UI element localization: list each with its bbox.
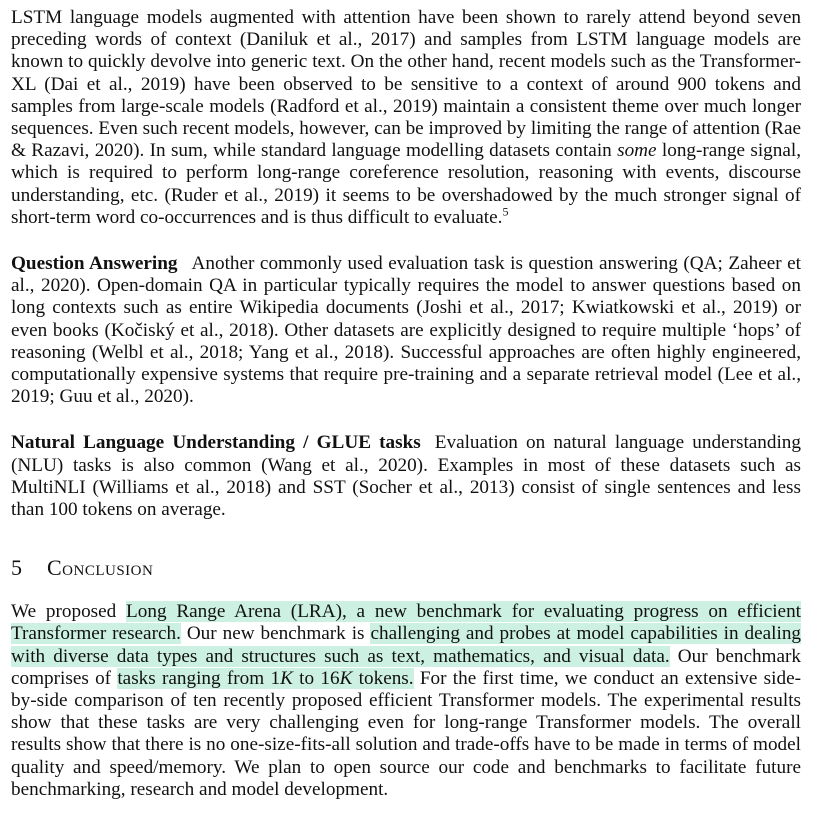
paragraph-question-answering [11, 253, 801, 408]
conclusion-text-3: Our benchmark comprises of [11, 645, 801, 689]
highlight-challenging: challenging and probes at model capabilities in dealing with diverse data types and structures such as text, mathematics, and visual data. [11, 623, 802, 667]
math-k-1: K [280, 667, 293, 689]
lm-text-before: LSTM language models augmented with attention have been shown to rarely attend beyond seven preceding words of context (Daniluk et al., 2017) and samples from LSTM language models are known to quickly devolve into generic text. On the other hand, recent models such as the Transformer-XL (Dai et al., 2019) have been observed to be sensitive to a context of around 900 tokens and samples from large-scale models (Radford et al., 2019) maintain a consistent theme over much longer sequences. Even such recent models, however, can be improved by limiting the range of attention (Rae & Razavi, 2020). In sum, while standard language modelling datasets contain [11, 7, 801, 162]
highlight-lra-benchmark: Long Range Arena (LRA), a new benchmark for evaluating progress on efficient Transformer research. [11, 601, 801, 645]
highlight-task-range [117, 668, 413, 689]
paragraph-language-modelling [11, 0, 801, 229]
qa-text: Another commonly used evaluation task is question answering (QA; Zaheer et al., 2020). Open-domain QA in particular typically requires the model to answer questions based on long contexts such as entire Wikipedia documents (Joshi et al., 2017; Kwiatkowski et al., 2019) or even books (Kočiský et al., 2018). Other datasets are explicitly designed to require multiple ‘hops’ of reasoning (Welbl et al., 2018; Yang et al., 2018). Successful approaches are often highly engineered, computationally expensive systems that require pre-training and a separate retrieval model (Lee et al., 2019; Guu et al., 2020). [11, 253, 801, 408]
task-range-text-b: to 16 [292, 667, 340, 689]
conclusion-text-2: Our new benchmark is [180, 623, 371, 645]
section-heading-conclusion [11, 555, 801, 581]
lm-emphasis: some [617, 140, 657, 162]
footnote-marker[interactable]: 5 [502, 204, 509, 219]
section-number: 5 [11, 555, 22, 581]
math-k-2: K [339, 667, 353, 689]
task-range-text-c: tokens. [352, 667, 414, 689]
conclusion-text-1: We proposed [11, 601, 127, 623]
conclusion-text-4: For the first time, we conduct an extensive side-by-side comparison of ten recently proposed efficient Transformer models. The experimental results show that these tasks are very challenging even for long-range Transformer models. The overall results show that there is no one-size-fits-all solution and trade-offs have to be made in terms of model quality and speed/memory. We plan to open source our code and benchmarks to facilitate future benchmarking, research and model development. [11, 667, 801, 800]
nlu-text: Evaluation on natural language understanding (NLU) tasks is also common (Wang et al., 2020). Examples in most of these datasets such as MultiNLI (Williams et al., 2018) and SST (Socher et al., 2013) consist of single sentences and less than 100 tokens on average. [11, 432, 801, 521]
nlu-run-in-heading: Natural Language Understanding / GLUE tasks [11, 432, 421, 454]
paragraph-nlu [11, 432, 801, 521]
section-title: Conclusion [47, 555, 154, 581]
qa-run-in-heading: Question Answering [11, 253, 178, 275]
lm-text-after: long-range signal, which is required to perform long-range coreference resolution, reasoning with events, discourse understanding, etc. (Ruder et al., 2019) it seems to be overshadowed by the much stronger signal of short-term word co-occurrences and is thus difficult to evaluate. [11, 140, 801, 228]
paragraph-conclusion [11, 601, 801, 801]
task-range-text-a: tasks ranging from 1 [117, 667, 281, 689]
